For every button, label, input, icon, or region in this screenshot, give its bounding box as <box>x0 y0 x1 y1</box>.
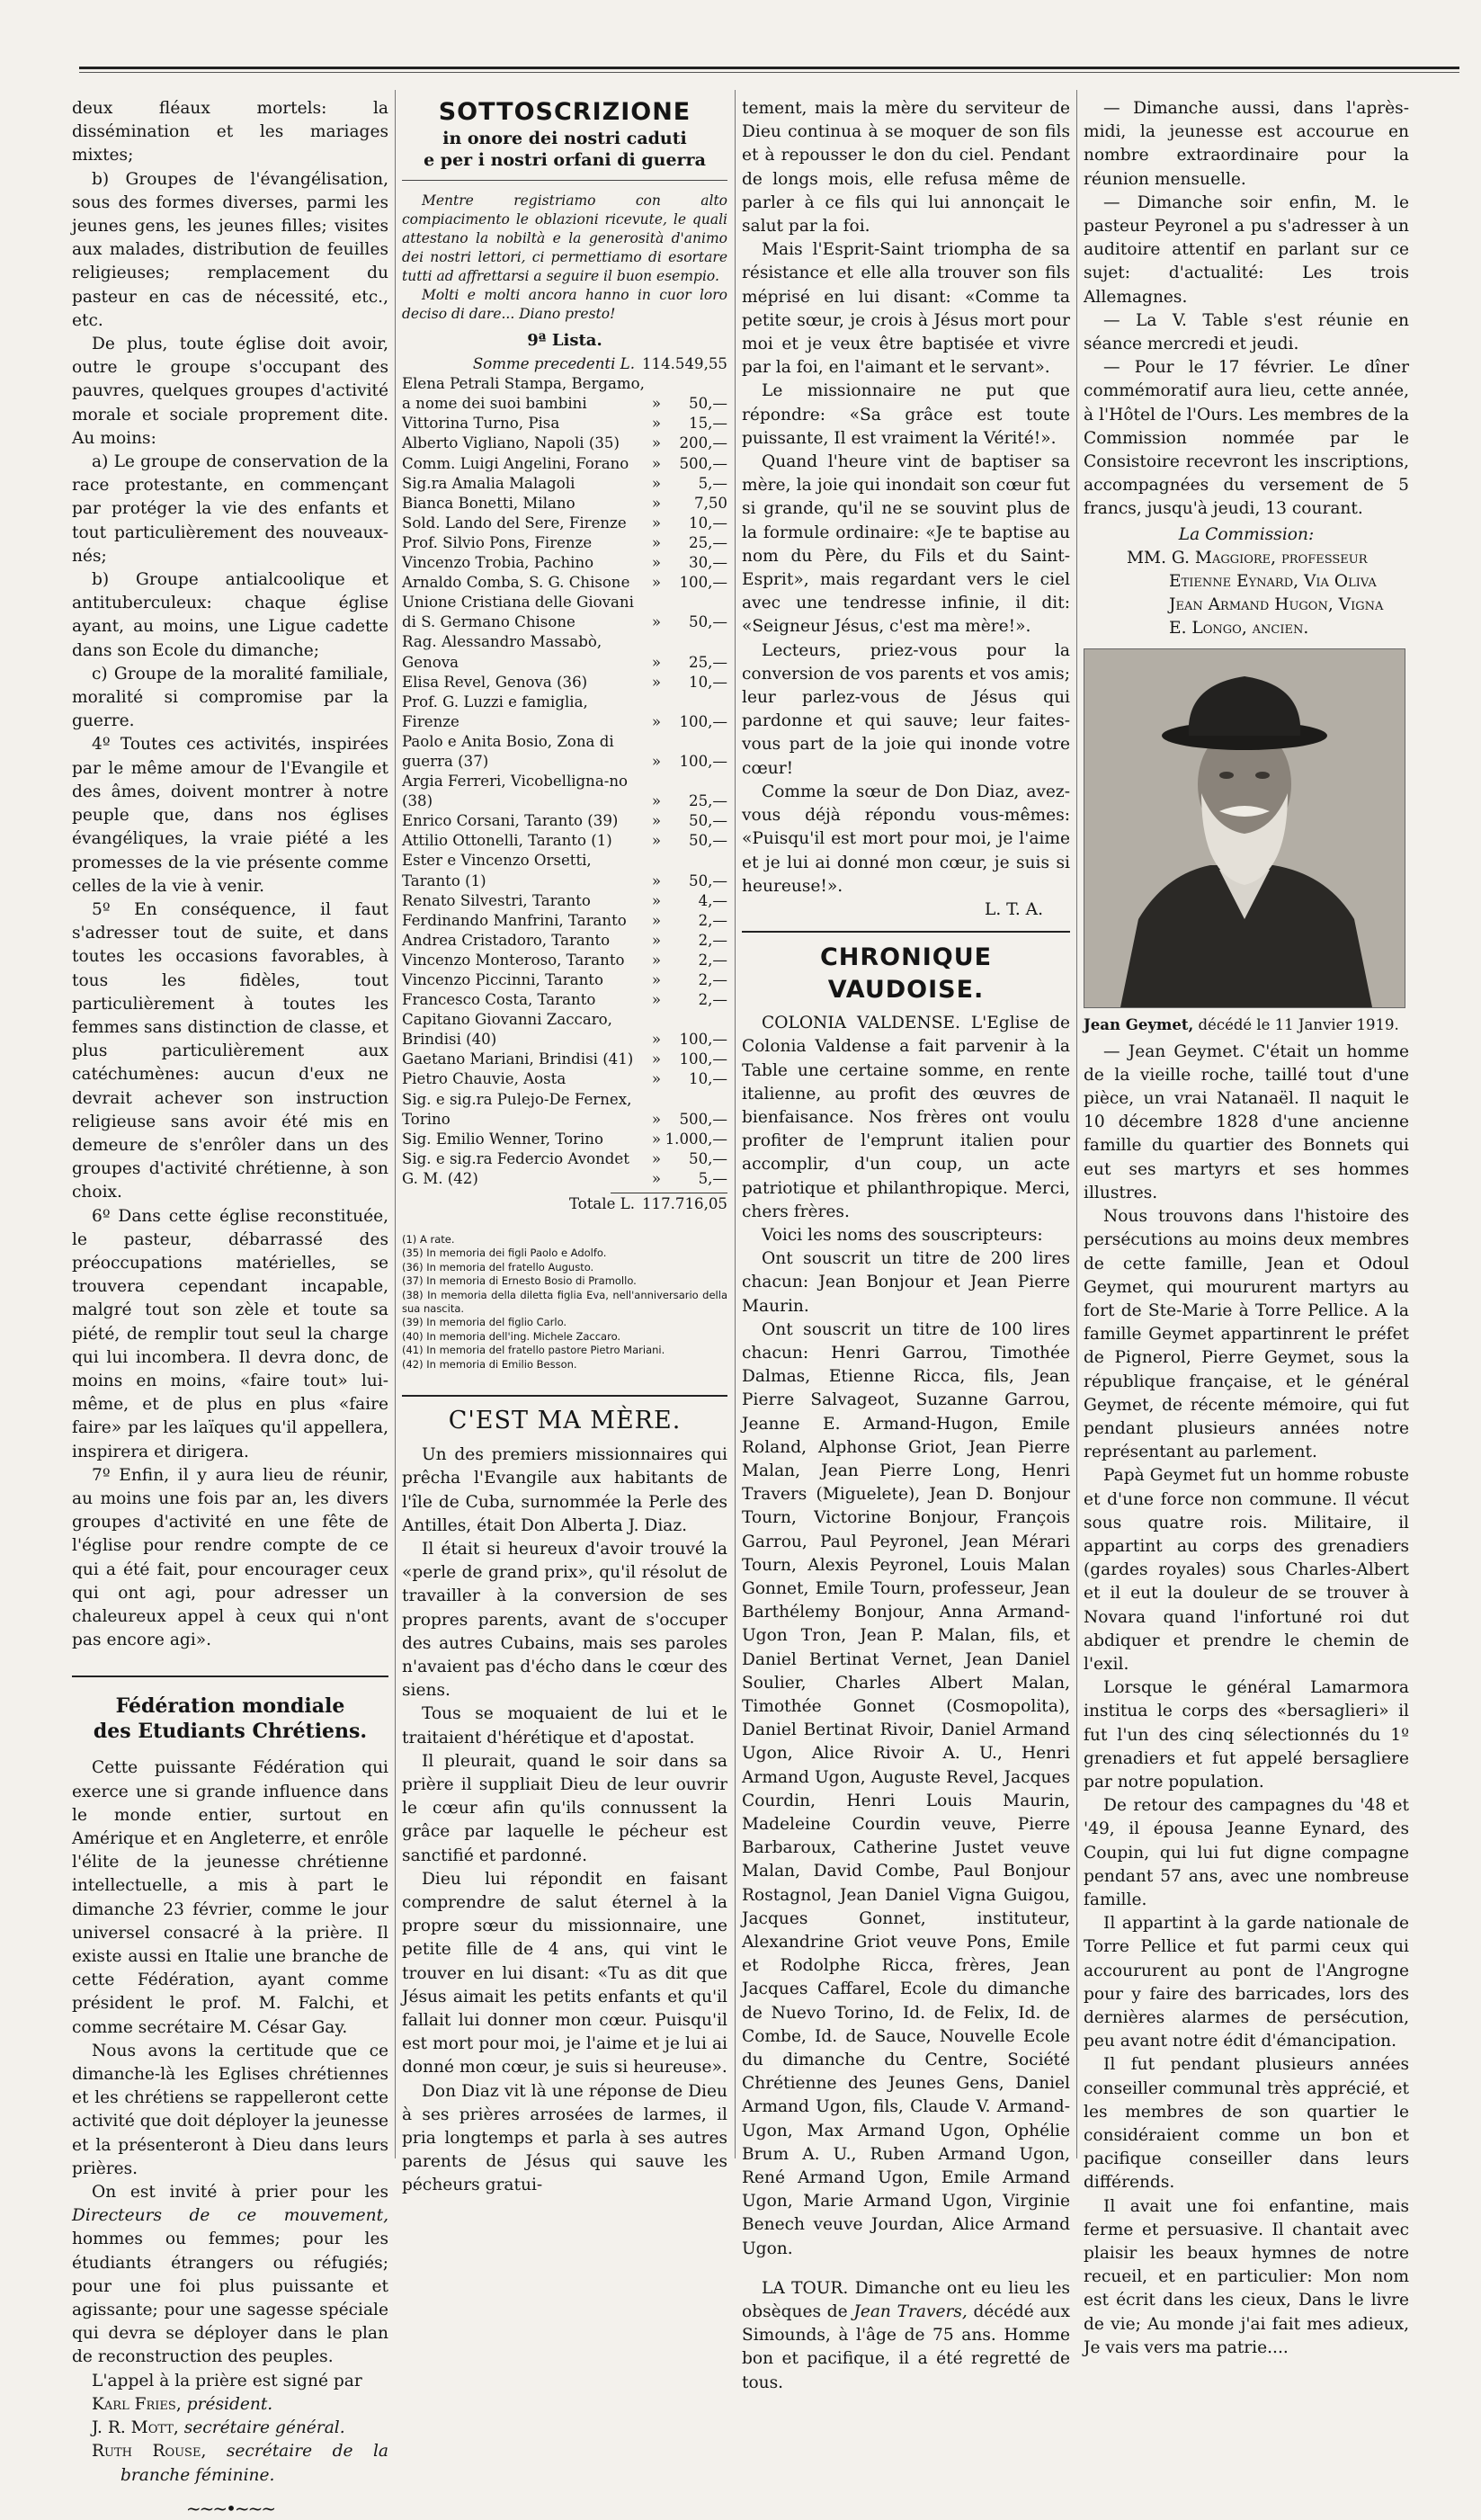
donation-row <box>402 851 727 890</box>
donor-name: Sold. Lando del Sere, Firenze <box>402 514 627 532</box>
donor-name: Paolo e Anita Bosio, Zona di guerra (37) <box>402 732 614 770</box>
paragraph: — Dimanche aussi, dans l'après-midi, la jeunesse est accourue en nombre extraordinaire pour la réunion mensuelle. <box>1084 99 1409 189</box>
paragraph: Quand l'heure vint de baptiser sa mère, la joie qui inondait son cœur fut si grande, qu'il ne se souvint plus de la formule ordinaire: «Je te baptise au nom du Père, du Fils et du Saint-Esprit», mais regardant vers le ciel avec une tendresse infinie, il dit: «Seigneur Jésus, c'est ma mère!». <box>742 452 1070 637</box>
ditto-mark: » <box>651 1130 662 1148</box>
sottoscrizione-subtitle: in onore dei nostri caduti <box>442 129 687 148</box>
paragraph: Papà Geymet fut un homme robuste et d'une force non commune. Il vécut sous quatre rois. Militaire, il appartint au corps des grenadiers (gardes royales) sous Charles-Albert et il eut la douleur de se trouver à Novara quand l'infortuné roi dut abdiquer et prendre le chemin de l'exil. <box>1084 1466 1409 1674</box>
paragraph: Il fut pendant plusieurs années conseiller communal très apprécié, et les membres de son quartier le considéraient comme un bon et pacifique conseiller dans leurs différends. <box>1084 2055 1409 2193</box>
donor-name: Renato Silvestri, Taranto <box>402 891 591 909</box>
paragraph: 5º En conséquence, il faut s'adresser tout de suite, et dans toutes les occasions favorables, à tous les fidèles, tout particulièrement à toutes les femmes sans distinction de classe, et plus particulièrement aux catéchumènes: aucun d'eux ne devrait achever son instruction religieuse sans avoir été mis en demeure de s'enrôler dans un des groupes d'activité chrétienne, à son choix. <box>72 899 388 1202</box>
ditto-mark: » <box>651 832 662 850</box>
donor-name: Elena Petrali Stampa, Bergamo, a nome dei suoi bambini <box>402 375 645 413</box>
donation-amount: 500,— <box>679 1110 727 1128</box>
donation-amount: 100,— <box>679 712 727 730</box>
column-3 <box>742 97 1070 2395</box>
federation-title-line2: des Etudiants Chrétiens. <box>93 1720 368 1744</box>
donor-name: Ferdinando Manfrini, Taranto <box>402 911 627 929</box>
paragraph: 6º Dans cette église reconstituée, le pasteur, débarrassé des préoccupations matérielles, se trouvera cependant incapable, malgré tout son zèle et toute sa piété, de remplir tout seul la charge qui lui incombera. Il devra donc, de moins en moins, «faire tout» lui-même, et de plus en plus «faire faire» par les laïques qu'il appellera, inspirera et dirigera. <box>72 1206 388 1461</box>
paragraph: — Jean Geymet. C'était un homme de la vieille roche, taillé tout d'une pièce, un vrai Natanaël. Il naquit le 10 décembre 1828 d'une ancienne famille du quartier des Bonnets qui eut ses martyrs et ses hommes illustres. <box>1084 1041 1409 1202</box>
donor-name: Francesco Costa, Taranto <box>402 991 596 1009</box>
footnote: (35) In memoria dei figli Paolo e Adolfo. <box>402 1247 607 1260</box>
ditto-mark: » <box>651 792 662 810</box>
donation-amount: 50,— <box>689 613 727 631</box>
commission-label: La Commission: <box>1178 524 1315 544</box>
commission-member: Etienne Eynard, Via Oliva <box>1169 572 1377 592</box>
paragraph: — Dimanche soir enfin, M. le pasteur Peyronel a pu s'adresser à un auditoire attentif en parlant sur ce sujet: d'actualité: Les trois Allemagnes. <box>1084 192 1409 307</box>
caption-date: décédé le 11 Janvier 1919. <box>1193 1015 1399 1033</box>
donor-name: G. M. (42) <box>402 1169 478 1187</box>
ditto-mark: » <box>651 911 662 929</box>
ditto-mark: » <box>651 653 662 671</box>
text-italic: Jean Travers, <box>853 2302 968 2322</box>
ditto-mark: » <box>651 991 662 1009</box>
donor-name: Vincenzo Trobia, Pachino <box>402 554 594 572</box>
paragraph: b) Groupe antialcoolique et antituberculeux: chaque église ayant, au moins, une Ligue cadette dans son Ecole du dimanche; <box>72 570 388 660</box>
footnotes <box>402 1233 727 1372</box>
ditto-mark: » <box>651 931 662 949</box>
footnote: (41) In memoria del fratello pastore Pietro Mariani. <box>402 1344 665 1357</box>
donation-amount: 2,— <box>698 991 727 1009</box>
paragraph: Un des premiers missionnaires qui prêcha l'Evangile aux habitants de l'île de Cuba, surnommée la Perle des Antilles, était Don Alberta J. Diaz. <box>402 1445 727 1535</box>
donation-row <box>402 374 727 414</box>
ditto-mark: » <box>651 891 662 909</box>
top-rule-thin <box>79 72 1459 73</box>
ditto-mark: » <box>651 574 662 592</box>
donor-name: Prof. Silvio Pons, Firenze <box>402 533 593 551</box>
paragraph <box>72 2181 388 2370</box>
donation-row <box>402 433 727 453</box>
ditto-mark: » <box>651 554 662 572</box>
donor-name: Elisa Revel, Genova (36) <box>402 673 588 691</box>
text: On est invité à prier pour les <box>92 2183 388 2203</box>
ditto-mark: » <box>651 1169 662 1187</box>
donations-table <box>402 374 727 1189</box>
donation-amount: 4,— <box>698 891 727 909</box>
donation-row <box>402 831 727 851</box>
sottoscrizione-title: SOTTOSCRIZIONE <box>438 98 691 126</box>
donation-amount: 50,— <box>689 871 727 889</box>
column-4 <box>1084 97 1409 2360</box>
donation-amount: 2,— <box>698 951 727 969</box>
donation-row <box>402 1010 727 1050</box>
paragraph: L'appel à la prière est signé par <box>92 2371 362 2390</box>
donor-name: Argia Ferreri, Vicobelligna-no (38) <box>402 773 629 810</box>
donation-amount: 1.000,— <box>665 1130 727 1148</box>
paragraph: Comme la sœur de Don Diaz, avez-vous déjà répondu vous-mêmes: «Puisqu'il est mort pour moi, je l'aime et je lui ai donné mon cœur, je suis si heureuse!». <box>742 782 1070 896</box>
donation-row <box>402 573 727 593</box>
donation-amount: 50,— <box>689 1149 727 1167</box>
donation-row <box>402 1149 727 1169</box>
paragraph: Nous trouvons dans l'histoire des persécutions au moins deux membres de cette famille, Jean et Odoul Geymet, qui moururent martyrs au fort de Ste-Marie à Torre Pellice. A la famille Geymet appartinrent le préfet de Pignerol, Pierre Geymet, sous la république française, et le général Geymet, de récente mémoire, qui fut pendant plusieurs années notre représentant au parlement. <box>1084 1207 1409 1462</box>
previous-sum-label: Somme precedenti L. <box>472 355 635 373</box>
donation-row <box>402 1130 727 1149</box>
donation-row <box>402 772 727 811</box>
donor-name: Prof. G. Luzzi e famiglia, Firenze <box>402 693 588 730</box>
signatory-role: secrétaire général. <box>183 2418 345 2438</box>
footnote: (40) In memoria dell'ing. Michele Zaccaro. <box>402 1329 621 1343</box>
paragraph: Ont souscrit un titre de 100 lires chacun: Henri Garrou, Timothée Dalmas, Etienne Ricca, fils, Jean Pierre Salvageot, Suzanne Garrou, Jeanne E. Armand-Hugon, Emile Roland, Alphonse Griot, Jean Pierre Malan, Jean Pierre Long, Henri Travers (Miguelete), Jean D. Bonjour Tourn, Victorine Bonjour, François Garrou, Paul Peyronel, Jean Mérari Tourn, Alexis Peyronel, Louis Malan Gonnet, Emile Tourn, professeur, Jean Barthélemy Bonjour, Anna Armand-Ugon Tron, Jean P. Malan, fils, et Daniel Bertinat Vernet, Jean Daniel Soulier, Charles Albert Malan, Timothée Gonnet (Cosmopolita), Daniel Bertinat Rivoir, Daniel Armand Ugon, Alice Rivoir A. U., Henri Armand Ugon, Auguste Revel, Jacques Courdin, Henri Louis Maurin, Madeleine Courdin veuve, Pierre Barbaroux, Catherine Justet veuve Malan, David Combe, Paul Bonjour Rostagnol, Jean Daniel Vigna Guigou, Jacques Gonnet, instituteur, Alexandrine Griot veuve Pons, Emile et Rodolphe Ricca, frères, Jean Jacques Caffarel, Ecole du dimanche de Nuevo Torino, Id. de Felix, Id. de Combe, Id. de Sauce, Nouvelle Ecole du dimanche du Centre, Société Chrétienne des Jeunes Gens, Daniel Armand Ugon, fils, Claude V. Armand-Ugon, Max Armand Ugon, Ophélie Brum A. U., Ruben Armand Ugon, René Armand Ugon, Emile Armand Ugon, Marie Armand Ugon, Virginie Benech veuve Jourdan, Alice Armand Ugon. <box>742 1319 1070 2258</box>
paragraph: Nous avons la certitude que ce dimanche-là les Eglises chrétiennes et les chrétiens se rappelleront cette activité que doit déployer la jeunesse et la présenteront à Dieu dans leurs prières. <box>72 2041 388 2178</box>
chronique-title: CHRONIQUE VAUDOISE. <box>819 943 993 1005</box>
footnote: (42) In memoria di Emilio Besson. <box>402 1357 577 1371</box>
ditto-mark: » <box>651 533 662 551</box>
section-rule <box>72 1676 388 1677</box>
donor-name: Andrea Cristadoro, Taranto <box>402 931 611 949</box>
donation-amount: 5,— <box>698 474 727 492</box>
column-2 <box>402 97 727 2198</box>
commission-member: E. Longo, ancien. <box>1169 619 1309 639</box>
ditto-mark: » <box>651 434 662 452</box>
donation-amount: 10,— <box>689 1070 727 1088</box>
paragraph: — Pour le 17 février. Le dîner commémoratif aura lieu, cette année, à l'Hôtel de l'Ours. Les membres de la Commission nommée par le Consistoire recevront les inscriptions, accompagnées du versement de 5 francs, jusqu'à jeudi, 13 courant. <box>1084 358 1409 519</box>
paragraph: b) Groupes de l'évangélisation, sous des formes diverses, parmi les jeunes gens, les jeunes filles; visites aux malades, distribution de feuilles religieuses; remplacement du pasteur en cas de nécessité, etc., etc. <box>72 169 388 330</box>
ditto-mark: » <box>651 474 662 492</box>
paragraph: De plus, toute église doit avoir, outre le groupe s'occupant des pauvres, quelques groupes d'activité morale et sociale proprement dite. Au moins: <box>72 335 388 448</box>
donor-name: Sig.ra Amalia Malagoli <box>402 474 575 492</box>
ditto-mark: » <box>651 514 662 532</box>
total-row <box>402 1193 727 1215</box>
total-amount: 117.716,05 <box>641 1195 727 1213</box>
text: hommes ou femmes; pour les étudiants étrangers ou réfugiés; pour une foi plus puissante et agissante; pour une sagesse spéciale qui devra se déployer dans le plan de reconstruction des peuples. <box>72 2230 388 2367</box>
donation-amount: 50,— <box>689 832 727 850</box>
ditto-mark: » <box>651 415 662 433</box>
ditto-mark: » <box>651 871 662 889</box>
donation-row <box>402 514 727 533</box>
top-rule <box>79 67 1459 69</box>
list-number: 9ª Lista. <box>527 331 602 350</box>
donation-amount: 50,— <box>689 395 727 413</box>
ditto-mark: » <box>651 613 662 631</box>
ditto-mark: » <box>651 673 662 691</box>
paragraph: Cette puissante Fédération qui exerce une si grande influence dans le monde entier, surtout en Amérique et en Angleterre, et enrôle l'élite de la jeunesse chrétienne intellectuelle, a mis à part le dimanche 23 février, comme le jour universel consacré à la prière. Il existe aussi en Italie une branche de cette Fédération, ayant comme président le prof. M. Falchi, et comme secrétaire M. César Gay. <box>72 1758 388 2037</box>
donor-name: Gaetano Mariani, Brindisi (41) <box>402 1050 634 1068</box>
donation-amount: 10,— <box>689 514 727 532</box>
donation-row <box>402 732 727 772</box>
ditto-mark: » <box>651 812 662 830</box>
donation-row <box>402 474 727 494</box>
donation-row <box>402 533 727 553</box>
paragraph: c) Groupe de la moralité familiale, moralité si compromise par la guerre. <box>72 664 388 731</box>
intro-text: Mentre registriamo con alto compiacimento le oblazioni ricevute, le quali attestano la nobiltà e la generosità d'animo dei nostri lettori, ci permettiamo di esortare tutti ad affrettarsi a seguire il buon esempio. <box>402 192 727 284</box>
donation-row <box>402 811 727 831</box>
column-divider <box>1076 90 1077 2158</box>
donation-amount: 100,— <box>679 574 727 592</box>
signature-line <box>72 2440 388 2487</box>
donor-name: Comm. Luigi Angelini, Forano <box>402 454 629 472</box>
donor-name: Sig. e sig.ra Pulejo-De Fernex, Torino <box>402 1090 632 1128</box>
ditto-mark: » <box>651 752 662 770</box>
signatory-role: président. <box>186 2394 273 2414</box>
previous-sum-row <box>402 354 727 374</box>
ditto-mark: » <box>651 1070 662 1088</box>
donation-amount: 5,— <box>698 1169 727 1187</box>
donation-row <box>402 990 727 1010</box>
donation-amount: 25,— <box>689 533 727 551</box>
ditto-mark: » <box>651 951 662 969</box>
donation-amount: 2,— <box>698 971 727 989</box>
portrait-caption <box>1084 1015 1409 1035</box>
column-divider <box>395 90 396 2158</box>
donation-amount: 50,— <box>689 812 727 830</box>
paragraph <box>742 2277 1070 2395</box>
donation-amount: 2,— <box>698 931 727 949</box>
footnote: (38) In memoria della diletta figlia Eva, nell'anniversario della sua nascita. <box>402 1288 727 1316</box>
portrait-illustration <box>1084 649 1405 1007</box>
donation-amount: 100,— <box>679 1031 727 1049</box>
ditto-mark: » <box>651 395 662 413</box>
donation-amount: 100,— <box>679 752 727 770</box>
donation-row <box>402 1069 727 1089</box>
donation-amount: 30,— <box>689 554 727 572</box>
section-rule <box>742 931 1070 933</box>
total-label: Totale L. <box>568 1195 635 1213</box>
donation-row <box>402 632 727 672</box>
text-italic: Directeurs de ce mouvement, <box>72 2206 388 2226</box>
donor-name: Vincenzo Monteroso, Taranto <box>402 951 625 969</box>
paragraph: Don Diaz vit là une réponse de Dieu à ses prières arrosées de larmes, il pria longtemps et parla à ses autres parents de Jésus qui sauve les pécheurs gratui- <box>402 2081 727 2195</box>
donation-row <box>402 1169 727 1189</box>
intro-text: Molti e molti ancora hanno in cuor loro deciso di dare... Diano presto! <box>402 287 727 322</box>
footnote: (36) In memoria del fratello Augusto. <box>402 1260 594 1273</box>
donation-row <box>402 891 727 911</box>
donation-row <box>402 414 727 433</box>
donation-amount: 10,— <box>689 673 727 691</box>
ditto-mark: » <box>651 1149 662 1167</box>
donation-row <box>402 494 727 514</box>
paragraph: Il était si heureux d'avoir trouvé la «perle de grand prix», qu'il résolut de travailler à la conversion de ses propres parents, avant de s'occuper des autres Cubains, mais ses paroles n'avaient pas d'écho dans le cœur des siens. <box>402 1539 727 1701</box>
paragraph: Le missionnaire ne put que répondre: «Sa grâce est toute puissante, Il est vraiment la Vérité!». <box>742 381 1070 448</box>
donation-row <box>402 553 727 573</box>
ditto-mark: » <box>651 712 662 730</box>
donation-row <box>402 970 727 990</box>
donor-name: Unione Cristiana delle Giovani di S. Germano Chisone <box>402 594 634 631</box>
donor-name: Sig. e sig.ra Federcio Avondet <box>402 1149 629 1167</box>
donation-row <box>402 1050 727 1069</box>
donation-row <box>402 593 727 632</box>
ditto-mark: » <box>651 1031 662 1049</box>
sottoscrizione-subtitle: e per i nostri orfani di guerra <box>424 150 706 170</box>
ditto-mark: » <box>651 971 662 989</box>
donor-name: Rag. Alessandro Massabò, Genova <box>402 633 602 671</box>
ditto-mark: » <box>651 1050 662 1068</box>
donation-row <box>402 951 727 970</box>
paragraph: Mais l'Esprit-Saint triompha de sa résistance et elle alla trouver son fils méprisé en lui disant: «Comme ta petite sœur, je crois à Jésus mort pour moi et je veux être baptisée et vivre par la foi, en l'aimant et le servant». <box>742 240 1070 378</box>
donor-name: Ester e Vincenzo Orsetti, Taranto (1) <box>402 852 592 889</box>
signatory-role: secrétaire de la branche féminine. <box>120 2442 388 2485</box>
paragraph: COLONIA VALDENSE. L'Eglise de Colonia Valdense a fait parvenir à la Table une certaine somme, en rente italienne, au profit des œuvres de bienfaisance. Nos frères ont voulu profiter de l'emprunt italien pour accomplir, d'un coup, un acte patriotique et philanthropique. Merci, chers frères. <box>742 1014 1070 1221</box>
donation-row <box>402 1090 727 1130</box>
paragraph: Il appartint à la garde nationale de Torre Pellice et fut parmi ceux qui accoururent au pont de l'Angrogne pour y faire des barricades, lors des dernières alarmes de persécution, peu avant notre édit d'émancipation. <box>1084 1914 1409 2051</box>
section-rule <box>402 180 727 181</box>
signature-line <box>72 2417 388 2440</box>
paragraph: — La V. Table s'est réunie en séance mercredi et jeudi. <box>1084 310 1409 354</box>
paragraph: Ont souscrit un titre de 200 lires chacun: Jean Bonjour et Jean Pierre Maurin. <box>742 1249 1070 1316</box>
donation-row <box>402 931 727 951</box>
donor-name: Vincenzo Piccinni, Taranto <box>402 971 603 989</box>
donor-name: Pietro Chauvie, Aosta <box>402 1070 567 1088</box>
donor-name: Alberto Vigliano, Napoli (35) <box>402 434 620 452</box>
paragraph: Voici les noms des souscripteurs: <box>762 1225 1043 1245</box>
footnote: (39) In memoria del figlio Carlo. <box>402 1316 567 1329</box>
commission-member: MM. G. Maggiore, professeur <box>1127 548 1368 567</box>
donation-amount: 25,— <box>689 792 727 810</box>
donor-name: Capitano Giovanni Zaccaro, Brindisi (40) <box>402 1011 612 1049</box>
signature-line <box>72 2393 388 2417</box>
donor-name: Enrico Corsani, Taranto (39) <box>402 812 619 830</box>
ditto-mark: » <box>651 454 662 472</box>
signatory-name: Karl Fries, <box>92 2394 182 2414</box>
column-1 <box>72 97 388 2520</box>
signatory-name: Ruth Rouse, <box>92 2442 207 2462</box>
donation-amount: 500,— <box>679 454 727 472</box>
donation-row <box>402 693 727 732</box>
paragraph: Lecteurs, priez-vous pour la conversion de vos parents et vos amis; leur parlez-vous de Jésus qui pardonne et qui sauve; leur faites-vous part de la joie qui inonde votre cœur! <box>742 640 1070 778</box>
paragraph: deux fléaux mortels: la dissémination et les mariages mixtes; <box>72 99 388 165</box>
signatory-name: J. R. Mott, <box>92 2418 179 2438</box>
donor-name: Vittorina Turno, Pisa <box>402 415 560 433</box>
paragraph: Tous se moquaient de lui et le traitaient d'hérétique et d'apostat. <box>402 1704 727 1747</box>
paragraph: a) Le groupe de conservation de la race protestante, en commençant par protéger la vie des enfants et tout particulièrement des nouveaux-nés; <box>72 452 388 566</box>
donation-row <box>402 673 727 693</box>
donor-name: Attilio Ottonelli, Taranto (1) <box>402 832 612 850</box>
text: LA TOUR. Dimanche ont eu lieu les obsèques de <box>742 2278 1070 2322</box>
paragraph: 7º Enfin, il y aura lieu de réunir, au moins une fois par an, les divers groupes d'activité en une fête de l'église pour rendre compte de ce qui a été fait, pour encourager ceux qui ont agi, pour adresser un chaleureux appel à ceux qui n'ont pas encore agi». <box>72 1465 388 1650</box>
previous-sum-amount: 114.549,55 <box>641 355 727 373</box>
federation-title <box>72 1693 388 1744</box>
donation-amount: 15,— <box>689 415 727 433</box>
ditto-mark: » <box>651 1110 662 1128</box>
commission-member: Jean Armand Hugon, Vigna <box>1169 595 1384 615</box>
column-divider <box>735 90 736 2158</box>
paragraph: Dieu lui répondit en faisant comprendre de salut éternel à la propre sœur du missionnaire, une petite fille de 4 ans, qui vint le trouver en lui disant: «Tu as dit que Jésus aimait les petits enfants et qu'il fallait lui donner mon cœur. Puisqu'il est mort pour moi, je l'aime et je lui ai donné mon cœur, je suis si heureuse». <box>402 1869 727 2078</box>
paragraph: De retour des campagnes du '48 et '49, il épousa Jeanne Eynard, des Coupin, qui lui fut digne compagne pendant 57 ans, avec une nombreuse famille. <box>1084 1796 1409 1909</box>
paragraph: 4º Toutes ces activités, inspirées par le même amour de l'Evangile et des âmes, doivent montrer à notre peuple que, dans nos églises évangéliques, la vraie piété a les promesses de la vie présente comme celles de la vie à venir. <box>72 735 388 896</box>
donation-amount: 200,— <box>679 434 727 452</box>
donation-amount: 7,50 <box>694 494 727 512</box>
caption-name: Jean Geymet, <box>1084 1015 1194 1033</box>
paragraph: Lorsque le général Lamarmora institua le corps des «bersaglieri» il fut l'un des cinq sélectionnés du 1º grenadiers et fut appelé bersagliere par notre population. <box>1084 1678 1409 1792</box>
ditto-mark: » <box>651 494 662 512</box>
text: décédé aux Simounds, à l'âge de 75 ans. Homme bon et pacifique, il a été regretté de tous. <box>742 2302 1071 2392</box>
donation-row <box>402 454 727 474</box>
donation-row <box>402 911 727 931</box>
mere-title: C'EST MA MÈRE. <box>448 1407 682 1435</box>
paragraph: Il avait une foi enfantine, mais ferme et persuasive. Il chantait avec plaisir les beaux hymnes de notre recueil, et en particulier: Mon nom est écrit dans les cieux, Dans le livre de vie; Au monde j'ai fait mes adieux, Je vais vers ma patrie.... <box>1084 2196 1409 2357</box>
donor-name: Bianca Bonetti, Milano <box>402 494 575 512</box>
paragraph: tement, mais la mère du serviteur de Dieu continua à se moquer de son fils et à repousser le don du ciel. Pendant de longs mois, elle refusa même de parler à ce fils qui lui annonçait le salut par la foi. <box>742 99 1070 237</box>
decorative-flourish: ~~~•~~~ <box>185 2497 275 2519</box>
section-rule <box>402 1395 727 1397</box>
donation-amount: 100,— <box>679 1050 727 1068</box>
footnote: (1) A rate. <box>402 1233 455 1247</box>
federation-title-line1: Fédération mondiale <box>115 1694 345 1719</box>
donation-amount: 25,— <box>689 653 727 671</box>
footnote: (37) In memoria di Ernesto Bosio di Pramollo. <box>402 1274 637 1288</box>
article-signature: L. T. A. <box>985 899 1043 919</box>
donor-name: Arnaldo Comba, S. G. Chisone <box>402 574 630 592</box>
portrait-photo <box>1084 648 1405 1008</box>
paragraph: Il pleurait, quand le soir dans sa prière il suppliait Dieu de leur ouvrir le cœur afin qu'ils connussent la grâce par laquelle le pécheur est sanctifié et pardonné. <box>402 1751 727 1865</box>
donation-amount: 2,— <box>698 911 727 929</box>
donor-name: Sig. Emilio Wenner, Torino <box>402 1130 603 1148</box>
